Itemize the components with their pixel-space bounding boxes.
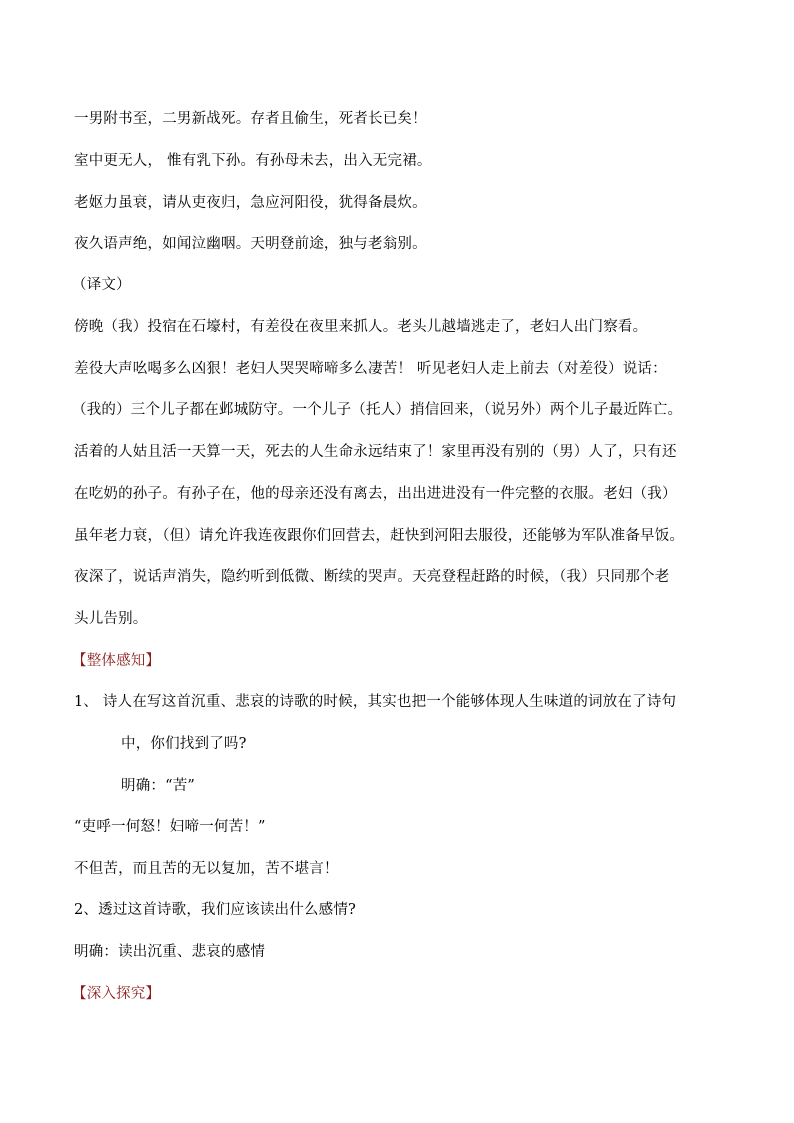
translation-label: （译文）	[72, 277, 131, 293]
translation-line: 头儿告别。	[74, 611, 148, 627]
question-2-answer: 明确：读出沉重、悲哀的感情	[74, 944, 266, 960]
poem-line: 夜久语声绝，如闻泣幽咽。天明登前途，独与老翁别。	[74, 236, 427, 252]
translation-line: 傍晚（我）投宿在石壕村，有差役在夜里来抓人。老头儿越墙逃走了，老妇人出门察看。	[74, 319, 648, 335]
translation-line: 差役大声吆喝多么凶狠！老妇人哭哭啼啼多么凄苦！ 听见老妇人走上前去（对差役）说话：	[74, 361, 667, 377]
poem-line: 老妪力虽衰，请从吏夜归，急应河阳役，犹得备晨炊。	[74, 195, 427, 211]
poem-line: 室中更无人， 惟有乳下孙。有孙母未去，出入无完裙。	[74, 153, 432, 169]
section-heading-deep: 【深入探究】	[72, 986, 161, 1002]
translation-line: 在吃奶的孙子。有孙子在，他的母亲还没有离去，出出进进没有一件完整的衣服。老妇（我）	[74, 486, 677, 502]
question-1-answer: 明确：“苦”	[121, 778, 196, 794]
translation-line: 虽年老力衰，（但）请允许我连夜跟你们回营去，赶快到河阳去服役，还能够为军队准备早饭。	[74, 528, 685, 544]
translation-line: （我的）三个儿子都在邺城防守。一个儿子（托人）捎信回来，（说另外）两个儿子最近阵亡。	[72, 402, 683, 418]
question-1-continued: 中，你们找到了吗?	[121, 736, 247, 752]
translation-line: 活着的人姑且活一天算一天，死去的人生命永远结束了！家里再没有别的（男）人了，只有还	[74, 444, 677, 460]
translation-line: 夜深了，说话声消失，隐约听到低微、断续的哭声。天亮登程赶路的时候，（我）只同那个老	[74, 569, 670, 585]
quote-line: “吏呼一何怒！妇啼一何苦！”	[74, 819, 266, 835]
poem-line: 一男附书至，二男新战死。存者且偷生，死者长已矣！	[74, 111, 427, 127]
question-1: 1、 诗人在写这首沉重、悲哀的诗歌的时候，其实也把一个能够体现人生味道的词放在了诗句	[74, 694, 677, 710]
question-2: 2、透过这首诗歌，我们应该读出什么感情?	[74, 902, 356, 918]
section-heading-overall: 【整体感知】	[72, 653, 161, 669]
comment-line: 不但苦，而且苦的无以复加，苦不堪言！	[74, 861, 339, 877]
